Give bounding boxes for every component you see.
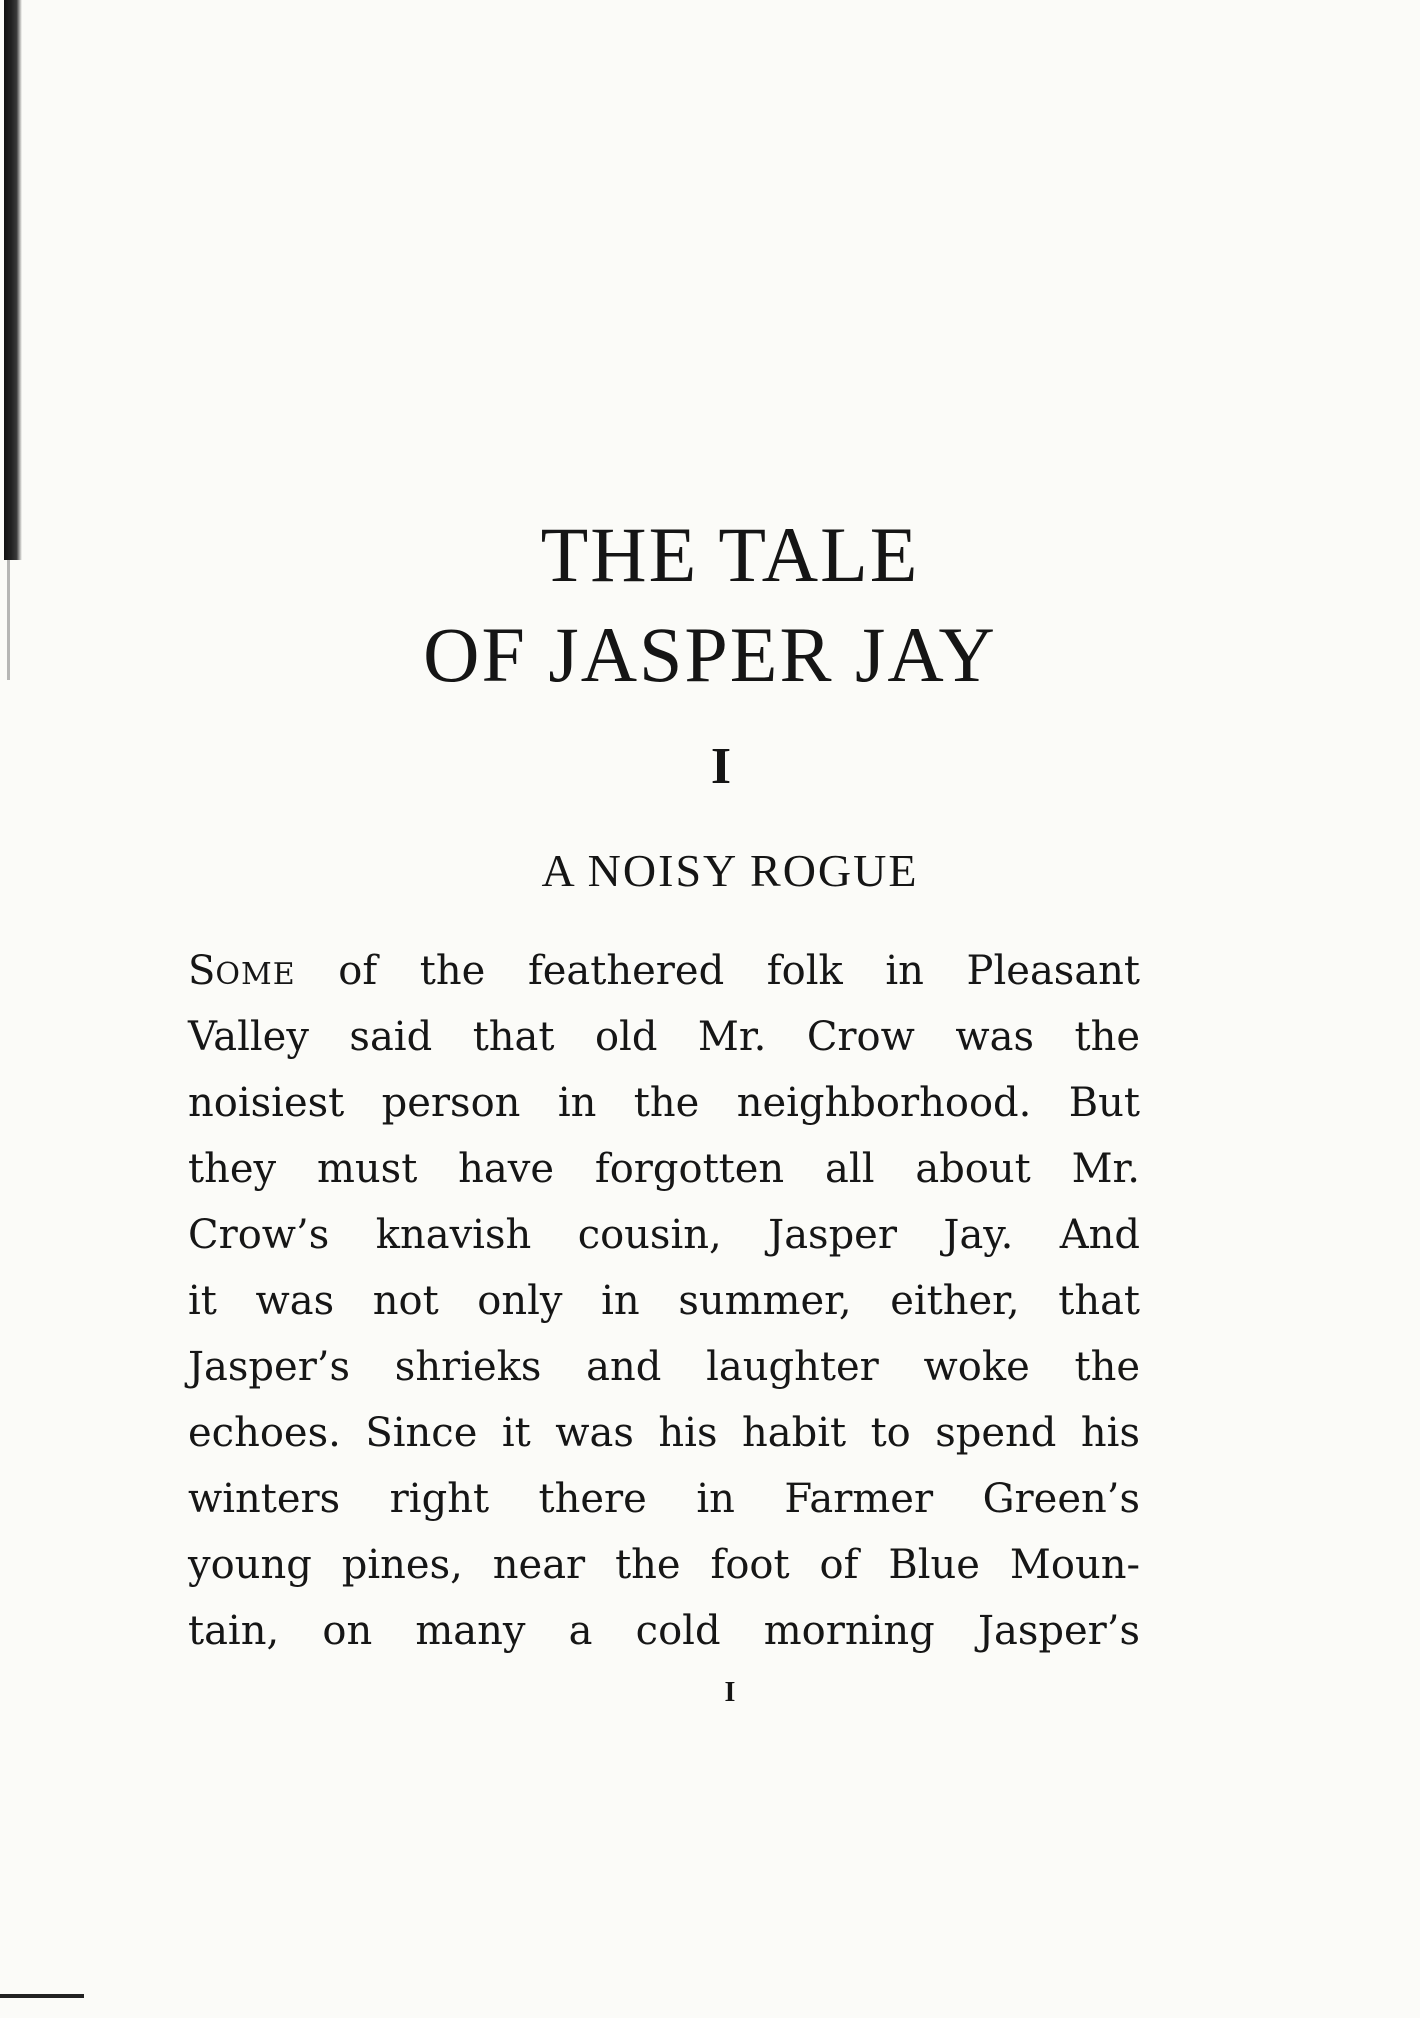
body-line: echoes. Since it was his habit to spend his bbox=[188, 1410, 1140, 1456]
opening-word-small-caps: OME bbox=[215, 957, 296, 992]
book-title-line-1: THE TALE bbox=[540, 511, 920, 598]
body-line: Valley said that old Mr. Crow was the bbox=[188, 1014, 1140, 1060]
body-line bbox=[188, 938, 1140, 1004]
body-line: Crow’s knavish cousin, Jasper Jay. And bbox=[188, 1212, 1140, 1258]
book-title bbox=[0, 505, 1420, 705]
book-title-line-2: OF JASPER JAY bbox=[423, 611, 997, 698]
chapter-title: A NOISY ROGUE bbox=[541, 845, 919, 896]
body-line: noisiest person in the neighborhood. But bbox=[188, 1080, 1140, 1126]
body-line-1-text: of the feathered folk in Pleasant bbox=[338, 948, 1140, 994]
body-line: young pines, near the foot of Blue Moun- bbox=[188, 1542, 1140, 1588]
opening-word bbox=[188, 948, 296, 994]
body-line: tain, on many a cold morning Jasper’s bbox=[188, 1608, 1140, 1654]
opening-word-initial: S bbox=[188, 948, 216, 994]
page-number: I bbox=[724, 1677, 736, 1708]
chapter-number: I bbox=[710, 738, 732, 795]
body-line: Jasper’s shrieks and laughter woke the bbox=[188, 1344, 1140, 1390]
body-line: it was not only in summer, either, that bbox=[188, 1278, 1140, 1324]
body-paragraph bbox=[188, 938, 1140, 1664]
body-line: winters right there in Farmer Green’s bbox=[188, 1476, 1140, 1522]
scan-bottom-mark bbox=[0, 1994, 84, 1998]
body-line: they must have forgotten all about Mr. bbox=[188, 1146, 1140, 1192]
scan-edge-shadow bbox=[4, 0, 22, 560]
